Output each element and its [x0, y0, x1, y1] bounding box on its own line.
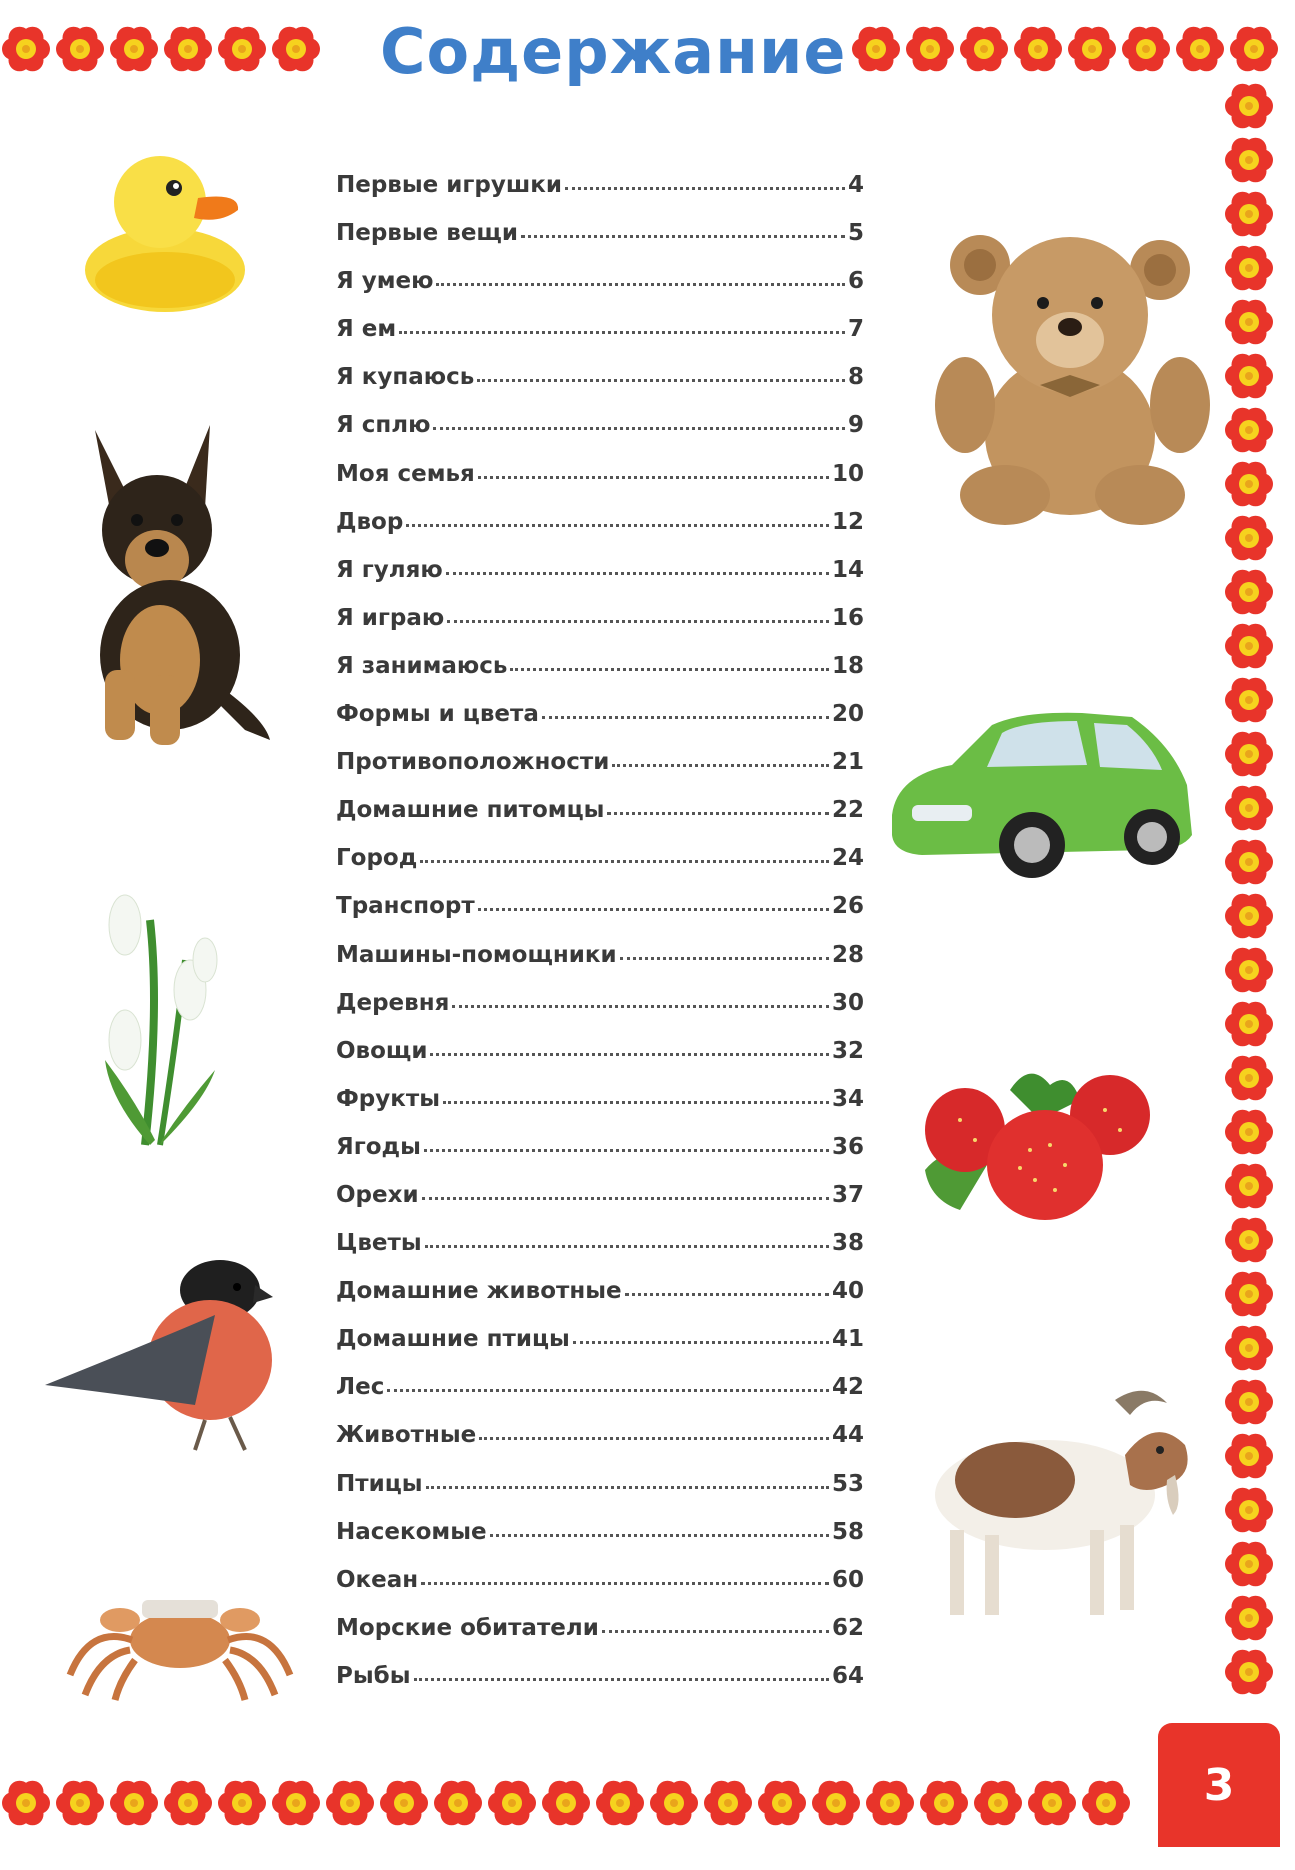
toc-entry	[336, 1422, 864, 1470]
toc-dot-leader	[424, 1146, 829, 1152]
toc-entry-page: 38	[831, 1230, 864, 1257]
flower-icon	[1223, 512, 1275, 564]
toc-dot-leader	[443, 1098, 829, 1104]
toc-entry-page: 32	[831, 1037, 864, 1064]
flower-icon	[108, 23, 160, 75]
toc-entry-label: Рыбы	[336, 1662, 411, 1689]
toc-entry-page: 42	[831, 1374, 864, 1401]
toc-entry	[336, 1134, 864, 1182]
flower-icon	[904, 23, 956, 75]
toc-entry	[336, 1567, 864, 1615]
flower-icon	[1223, 728, 1275, 780]
toc-dot-leader	[521, 232, 845, 238]
toc-entry	[336, 268, 864, 316]
toc-entry	[336, 1278, 864, 1326]
toc-entry-label: Я купаюсь	[336, 364, 475, 391]
toc-entry-label: Домашние питомцы	[336, 797, 605, 824]
toc-entry-label: Фрукты	[336, 1085, 441, 1112]
flower-icon	[216, 1777, 268, 1829]
toc-entry	[336, 942, 864, 990]
flower-icon	[1223, 998, 1275, 1050]
flower-icon	[540, 1777, 592, 1829]
toc-entry-label: Домашние животные	[336, 1278, 622, 1305]
toc-entry-label: Я сплю	[336, 412, 431, 439]
toc-dot-leader	[573, 1338, 829, 1344]
toc-entry	[336, 797, 864, 845]
toc-entry-label: Овощи	[336, 1037, 428, 1064]
flower-icon	[270, 1777, 322, 1829]
toc-dot-leader	[478, 473, 829, 479]
flower-icon	[54, 1777, 106, 1829]
toc-entry	[336, 557, 864, 605]
flower-icon	[162, 1777, 214, 1829]
flower-icon	[270, 23, 322, 75]
toc-entry-label: Я умею	[336, 268, 434, 295]
toc-entry	[336, 1038, 864, 1086]
flower-icon	[1223, 782, 1275, 834]
toc-dot-leader	[612, 761, 829, 767]
toc-entry-page: 41	[831, 1326, 864, 1353]
flower-border-bottom	[0, 1772, 1165, 1834]
toc-entry	[336, 1230, 864, 1278]
toc-entry-label: Транспорт	[336, 893, 475, 920]
toc-entry-label: Ягоды	[336, 1133, 421, 1160]
flower-icon	[1223, 566, 1275, 618]
snowdrop-flower-icon	[90, 860, 230, 1150]
toc-entry-label: Я играю	[336, 604, 445, 631]
toc-entry-label: Океан	[336, 1566, 419, 1593]
toc-entry-label: Первые вещи	[336, 220, 518, 247]
toc-entry-page: 40	[831, 1278, 864, 1305]
flower-icon	[1223, 1052, 1275, 1104]
rubber-duck-icon	[70, 140, 250, 315]
flower-icon	[54, 23, 106, 75]
toc-entry-label: Животные	[336, 1422, 477, 1449]
flower-icon	[972, 1777, 1024, 1829]
flower-icon	[1223, 1592, 1275, 1644]
flower-icon	[1223, 620, 1275, 672]
toc-entry-page: 22	[831, 797, 864, 824]
flower-icon	[1223, 1106, 1275, 1158]
toc-entry	[336, 1519, 864, 1567]
toc-dot-leader	[479, 1434, 829, 1440]
toc-dot-leader	[399, 328, 845, 334]
flower-icon	[594, 1777, 646, 1829]
toc-entry-page: 4	[847, 172, 864, 198]
toc-entry-page: 12	[831, 508, 864, 535]
toc-entry-page: 16	[831, 604, 864, 631]
toc-entry	[336, 845, 864, 893]
toc-dot-leader	[490, 1531, 829, 1537]
flower-icon	[1223, 1484, 1275, 1536]
toc-dot-leader	[425, 1242, 829, 1248]
toc-entry-page: 53	[831, 1470, 864, 1497]
toc-entry-label: Насекомые	[336, 1518, 487, 1545]
toc-entry	[336, 893, 864, 941]
flower-icon	[1223, 890, 1275, 942]
toc-entry	[336, 605, 864, 653]
toc-entry	[336, 1615, 864, 1663]
flower-icon	[756, 1777, 808, 1829]
toc-entry-page: 37	[831, 1181, 864, 1208]
flower-icon	[1223, 80, 1275, 132]
toc-dot-leader	[607, 809, 829, 815]
flower-icon	[1174, 23, 1226, 75]
toc-entry-label: Домашние птицы	[336, 1326, 570, 1353]
toc-entry	[336, 1086, 864, 1134]
toc-entry-label: Формы и цвета	[336, 701, 539, 728]
toc-entry-page: 30	[831, 989, 864, 1016]
bullfinch-bird-icon	[45, 1255, 285, 1455]
flower-icon	[1223, 1376, 1275, 1428]
flower-icon	[432, 1777, 484, 1829]
toc-entry-page: 10	[831, 460, 864, 487]
toc-entry-label: Первые игрушки	[336, 172, 563, 198]
flower-icon	[1223, 1538, 1275, 1590]
toc-entry-page: 14	[831, 556, 864, 583]
toc-entry	[336, 1471, 864, 1519]
toc-dot-leader	[565, 184, 845, 190]
flower-icon	[1223, 404, 1275, 456]
toc-entry-page: 8	[847, 364, 864, 391]
toc-dot-leader	[433, 424, 845, 430]
toc-entry	[336, 364, 864, 412]
toc-entry-page: 20	[831, 701, 864, 728]
toc-entry-label: Моя семья	[336, 460, 475, 487]
flower-icon	[1223, 242, 1275, 294]
toc-dot-leader	[510, 665, 829, 671]
flower-icon	[1223, 1160, 1275, 1212]
flower-icon	[810, 1777, 862, 1829]
toc-dot-leader	[387, 1386, 829, 1392]
toc-entry-page: 62	[831, 1614, 864, 1641]
toc-dot-leader	[620, 954, 829, 960]
toc-dot-leader	[477, 376, 845, 382]
teddy-bear-icon	[935, 225, 1210, 525]
flower-icon	[1223, 1646, 1275, 1698]
toc-entry-label: Я занимаюсь	[336, 652, 508, 679]
toc-entry-page: 9	[847, 412, 864, 439]
table-of-contents	[336, 172, 864, 1711]
flower-icon	[378, 1777, 430, 1829]
toc-dot-leader	[421, 1579, 829, 1585]
flower-icon	[702, 1777, 754, 1829]
toc-entry	[336, 461, 864, 509]
flower-icon	[1026, 1777, 1078, 1829]
green-car-icon	[882, 705, 1202, 885]
toc-entry-label: Деревня	[336, 989, 450, 1016]
toc-entry-label: Город	[336, 845, 418, 872]
toc-dot-leader	[542, 713, 829, 719]
toc-entry	[336, 1326, 864, 1374]
toc-entry	[336, 1182, 864, 1230]
toc-entry	[336, 749, 864, 797]
toc-dot-leader	[602, 1627, 829, 1633]
toc-entry-label: Лес	[336, 1374, 385, 1401]
toc-entry-page: 58	[831, 1518, 864, 1545]
toc-dot-leader	[446, 569, 829, 575]
toc-dot-leader	[420, 857, 829, 863]
toc-entry	[336, 172, 864, 220]
flower-icon	[1120, 23, 1172, 75]
toc-dot-leader	[452, 1002, 829, 1008]
toc-dot-leader	[422, 1194, 829, 1200]
flower-icon	[918, 1777, 970, 1829]
flower-icon	[1223, 944, 1275, 996]
flower-border-top-left	[0, 18, 345, 80]
toc-entry-page: 26	[831, 893, 864, 920]
flower-icon	[0, 23, 52, 75]
toc-entry-page: 6	[847, 268, 864, 295]
flower-icon	[1012, 23, 1064, 75]
flower-icon	[1223, 674, 1275, 726]
flower-icon	[1223, 1214, 1275, 1266]
toc-entry-page: 34	[831, 1085, 864, 1112]
toc-dot-leader	[436, 280, 845, 286]
toc-entry-label: Цветы	[336, 1230, 422, 1257]
toc-dot-leader	[430, 1050, 829, 1056]
page-number-badge: 3	[1158, 1723, 1280, 1847]
toc-dot-leader	[478, 905, 829, 911]
toc-entry-page: 7	[847, 316, 864, 343]
toc-entry-page: 18	[831, 652, 864, 679]
toc-dot-leader	[406, 521, 829, 527]
toc-entry-page: 5	[847, 220, 864, 247]
toc-entry	[336, 220, 864, 268]
toc-entry-label: Я ем	[336, 316, 397, 343]
puppy-icon	[75, 420, 275, 750]
toc-entry-page: 28	[831, 941, 864, 968]
toc-dot-leader	[447, 617, 829, 623]
flower-icon	[1080, 1777, 1132, 1829]
toc-entry-page: 64	[831, 1662, 864, 1689]
toc-entry-label: Двор	[336, 508, 404, 535]
toc-entry-page: 24	[831, 845, 864, 872]
strawberries-icon	[920, 1060, 1170, 1220]
toc-dot-leader	[426, 1483, 829, 1489]
flower-icon	[1223, 188, 1275, 240]
flower-icon	[324, 1777, 376, 1829]
toc-entry-page: 44	[831, 1422, 864, 1449]
flower-icon	[1223, 134, 1275, 186]
toc-entry-label: Морские обитатели	[336, 1614, 599, 1641]
flower-icon	[1223, 1430, 1275, 1482]
toc-entry	[336, 653, 864, 701]
flower-icon	[648, 1777, 700, 1829]
toc-entry	[336, 412, 864, 460]
flower-icon	[1223, 836, 1275, 888]
flower-icon	[850, 23, 902, 75]
toc-entry	[336, 1663, 864, 1711]
flower-icon	[486, 1777, 538, 1829]
flower-icon	[1223, 458, 1275, 510]
toc-entry	[336, 1374, 864, 1422]
toc-entry-page: 60	[831, 1566, 864, 1593]
toc-entry-label: Противоположности	[336, 749, 610, 776]
goat-icon	[905, 1385, 1205, 1620]
flower-icon	[1223, 1268, 1275, 1320]
page-title: Содержание	[380, 15, 847, 88]
flower-icon	[1228, 23, 1280, 75]
toc-entry	[336, 316, 864, 364]
flower-border-top-right	[850, 18, 1280, 80]
toc-entry-page: 21	[831, 749, 864, 776]
flower-icon	[108, 1777, 160, 1829]
toc-entry-page: 36	[831, 1133, 864, 1160]
flower-icon	[1223, 296, 1275, 348]
toc-entry-label: Машины-помощники	[336, 941, 617, 968]
flower-icon	[216, 23, 268, 75]
toc-dot-leader	[625, 1290, 829, 1296]
crab-icon	[50, 1585, 310, 1705]
toc-entry-label: Птицы	[336, 1470, 423, 1497]
toc-entry	[336, 509, 864, 557]
flower-icon	[1223, 350, 1275, 402]
flower-border-right	[1218, 80, 1280, 1720]
toc-entry	[336, 990, 864, 1038]
flower-icon	[162, 23, 214, 75]
toc-entry-label: Орехи	[336, 1181, 419, 1208]
toc-entry	[336, 701, 864, 749]
flower-icon	[1066, 23, 1118, 75]
flower-icon	[0, 1777, 52, 1829]
toc-entry-label: Я гуляю	[336, 556, 443, 583]
flower-icon	[864, 1777, 916, 1829]
flower-icon	[958, 23, 1010, 75]
flower-icon	[1223, 1322, 1275, 1374]
toc-dot-leader	[414, 1675, 829, 1681]
